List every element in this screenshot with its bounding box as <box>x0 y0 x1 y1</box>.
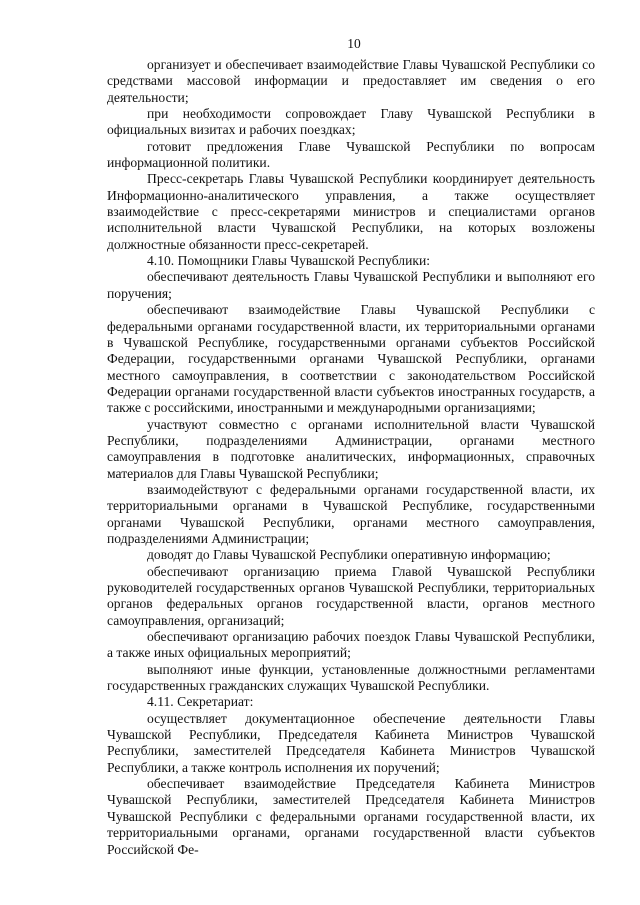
paragraph: обеспечивают организацию приема Главой Чувашской Республики руководителей государственных органов Чувашской Республики, территориальных органов федеральных органов государственной власти, органов местного самоуправления, организаций; <box>107 563 595 628</box>
paragraph: обеспечивает взаимодействие Председателя Кабинета Министров Чувашской Республики, заместителей Председателя Кабинета Министров Чувашской Республики с федеральными органами государственной власти, их территориальными органами, органами государственной власти субъектов Российской Фе- <box>107 776 595 857</box>
paragraph: обеспечивают организацию рабочих поездок Главы Чувашской Республики, а также иных официальных мероприятий; <box>107 629 595 661</box>
paragraph: Пресс-секретарь Главы Чувашской Республики координирует деятельность Информационно-аналитического управления, а также осуществляет взаимодействие с пресс-секретарями министров и специалистами органов исполнительной власти Чувашской Республики, на которых возложены должностные обязанности пресс-секретарей. <box>107 171 595 252</box>
document-page <box>107 36 595 858</box>
paragraph: при необходимости сопровождает Главу Чувашской Республики в официальных визитах и рабочих поездках; <box>107 106 595 138</box>
page-number: 10 <box>347 36 361 51</box>
paragraph: доводят до Главы Чувашской Республики оперативную информацию; <box>147 547 551 563</box>
paragraph: взаимодействуют с федеральными органами государственной власти, их территориальными органами в Чувашской Республике, государственными органами Чувашской Республики, органами местного самоуправления, подразделениями Администрации; <box>107 481 595 546</box>
paragraph: обеспечивают деятельность Главы Чувашской Республики и выполняют его поручения; <box>107 269 595 301</box>
paragraph: участвуют совместно с органами исполнительной власти Чувашской Республики, подразделениями Администрации, органами местного самоуправления в подготовке аналитических, информационных, справочных материалов для Главы Чувашской Республики; <box>107 416 595 481</box>
section-heading-4-11: 4.11. Секретариат: <box>147 694 254 710</box>
section-heading-4-10: 4.10. Помощники Главы Чувашской Республики: <box>147 253 430 269</box>
paragraph: готовит предложения Главе Чувашской Республики по вопросам информационной политики. <box>107 138 595 171</box>
paragraph: организует и обеспечивает взаимодействие Главы Чувашской Республики со средствами массовой информации и предоставляет им сведения о его деятельности; <box>107 57 595 105</box>
paragraph: обеспечивают взаимодействие Главы Чувашской Республики с федеральными органами государственной власти, их территориальными органами в Чувашской Республике, государственными органами субъектов Российской Федерации, государственными органами Чувашской Республики, органами местного самоуправления, в соответствии с законодательством Российской Федерации органами государственной власти субъектов иностранных государств, а также с российскими, иностранными и международными организациями; <box>107 302 595 416</box>
paragraph: выполняют иные функции, установленные должностными регламентами государственных гражданских служащих Чувашской Республики. <box>107 661 595 694</box>
paragraph: осуществляет документационное обеспечение деятельности Главы Чувашской Республики, Председателя Кабинета Министров Чувашской Республики, заместителей Председателя Кабинета Министров Чувашской Республики, а также контроль исполнения их поручений; <box>107 710 595 775</box>
